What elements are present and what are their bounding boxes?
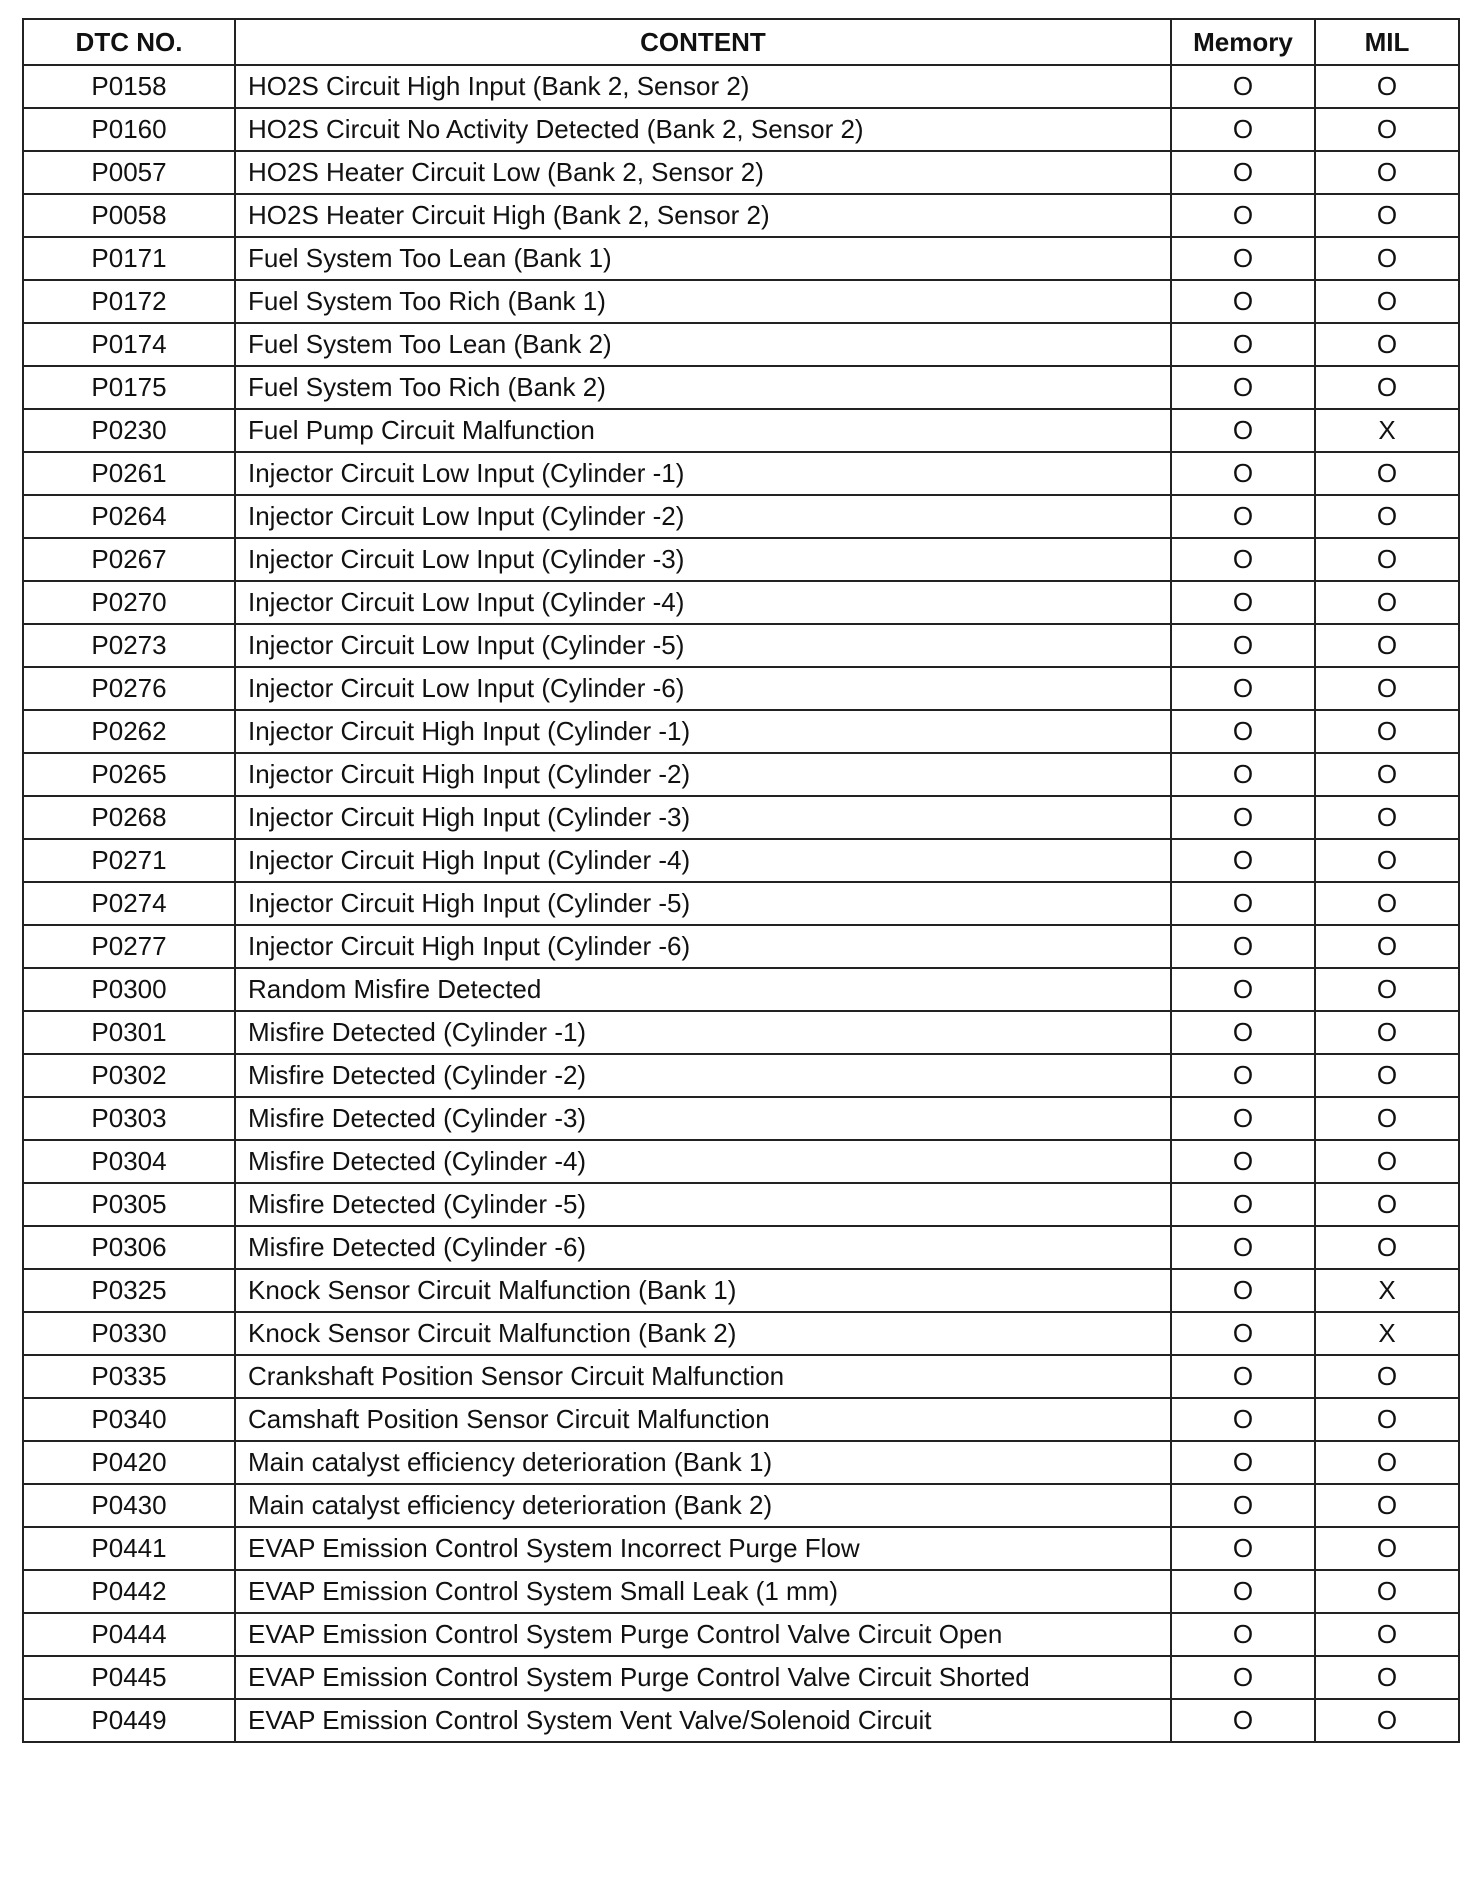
mil-cell: O <box>1315 1484 1459 1527</box>
memory-cell: O <box>1171 710 1315 753</box>
table-row <box>23 1441 1459 1484</box>
mil-cell: O <box>1315 710 1459 753</box>
content-cell: Injector Circuit High Input (Cylinder -3) <box>235 796 1171 839</box>
mil-cell: O <box>1315 581 1459 624</box>
dtc-code-cell: P0262 <box>23 710 235 753</box>
dtc-code-cell: P0444 <box>23 1613 235 1656</box>
memory-cell: O <box>1171 1441 1315 1484</box>
content-cell: Injector Circuit High Input (Cylinder -6) <box>235 925 1171 968</box>
dtc-code-cell: P0445 <box>23 1656 235 1699</box>
header-mil: MIL <box>1315 19 1459 65</box>
table-row <box>23 624 1459 667</box>
dtc-code-cell: P0330 <box>23 1312 235 1355</box>
table-row <box>23 1355 1459 1398</box>
mil-cell: O <box>1315 1011 1459 1054</box>
content-cell: Random Misfire Detected <box>235 968 1171 1011</box>
content-cell: Injector Circuit Low Input (Cylinder -1) <box>235 452 1171 495</box>
table-row <box>23 1699 1459 1742</box>
dtc-code-cell: P0441 <box>23 1527 235 1570</box>
mil-cell: O <box>1315 1656 1459 1699</box>
memory-cell: O <box>1171 1699 1315 1742</box>
memory-cell: O <box>1171 1269 1315 1312</box>
content-cell: Injector Circuit Low Input (Cylinder -4) <box>235 581 1171 624</box>
memory-cell: O <box>1171 796 1315 839</box>
dtc-code-cell: P0261 <box>23 452 235 495</box>
table-row <box>23 323 1459 366</box>
mil-cell: O <box>1315 1699 1459 1742</box>
memory-cell: O <box>1171 1570 1315 1613</box>
memory-cell: O <box>1171 452 1315 495</box>
mil-cell: O <box>1315 1527 1459 1570</box>
content-cell: Misfire Detected (Cylinder -4) <box>235 1140 1171 1183</box>
dtc-code-cell: P0175 <box>23 366 235 409</box>
table-row <box>23 151 1459 194</box>
memory-cell: O <box>1171 753 1315 796</box>
content-cell: Main catalyst efficiency deterioration (Bank 1) <box>235 1441 1171 1484</box>
mil-cell: X <box>1315 1312 1459 1355</box>
memory-cell: O <box>1171 151 1315 194</box>
content-cell: Knock Sensor Circuit Malfunction (Bank 2) <box>235 1312 1171 1355</box>
mil-cell: O <box>1315 1054 1459 1097</box>
mil-cell: O <box>1315 1140 1459 1183</box>
content-cell: HO2S Heater Circuit High (Bank 2, Sensor 2) <box>235 194 1171 237</box>
memory-cell: O <box>1171 1527 1315 1570</box>
memory-cell: O <box>1171 495 1315 538</box>
dtc-code-cell: P0276 <box>23 667 235 710</box>
mil-cell: O <box>1315 237 1459 280</box>
mil-cell: O <box>1315 1570 1459 1613</box>
content-cell: Fuel System Too Rich (Bank 2) <box>235 366 1171 409</box>
table-row <box>23 452 1459 495</box>
content-cell: Fuel Pump Circuit Malfunction <box>235 409 1171 452</box>
content-cell: Main catalyst efficiency deterioration (Bank 2) <box>235 1484 1171 1527</box>
table-row <box>23 1570 1459 1613</box>
dtc-code-cell: P0335 <box>23 1355 235 1398</box>
memory-cell: O <box>1171 1312 1315 1355</box>
memory-cell: O <box>1171 108 1315 151</box>
memory-cell: O <box>1171 366 1315 409</box>
dtc-code-cell: P0058 <box>23 194 235 237</box>
content-cell: Fuel System Too Lean (Bank 2) <box>235 323 1171 366</box>
content-cell: Knock Sensor Circuit Malfunction (Bank 1) <box>235 1269 1171 1312</box>
header-memory: Memory <box>1171 19 1315 65</box>
table-row <box>23 1312 1459 1355</box>
memory-cell: O <box>1171 1656 1315 1699</box>
dtc-code-cell: P0264 <box>23 495 235 538</box>
memory-cell: O <box>1171 1613 1315 1656</box>
mil-cell: O <box>1315 796 1459 839</box>
mil-cell: O <box>1315 452 1459 495</box>
dtc-code-cell: P0230 <box>23 409 235 452</box>
mil-cell: O <box>1315 882 1459 925</box>
dtc-code-cell: P0304 <box>23 1140 235 1183</box>
header-content: CONTENT <box>235 19 1171 65</box>
memory-cell: O <box>1171 882 1315 925</box>
table-row <box>23 1097 1459 1140</box>
table-row <box>23 1656 1459 1699</box>
memory-cell: O <box>1171 1140 1315 1183</box>
dtc-code-cell: P0267 <box>23 538 235 581</box>
content-cell: EVAP Emission Control System Purge Control Valve Circuit Open <box>235 1613 1171 1656</box>
content-cell: Injector Circuit Low Input (Cylinder -5) <box>235 624 1171 667</box>
dtc-code-cell: P0160 <box>23 108 235 151</box>
content-cell: Misfire Detected (Cylinder -2) <box>235 1054 1171 1097</box>
mil-cell: O <box>1315 839 1459 882</box>
content-cell: EVAP Emission Control System Vent Valve/Solenoid Circuit <box>235 1699 1171 1742</box>
table-row <box>23 108 1459 151</box>
mil-cell: O <box>1315 194 1459 237</box>
content-cell: Injector Circuit High Input (Cylinder -1) <box>235 710 1171 753</box>
table-row <box>23 882 1459 925</box>
content-cell: HO2S Circuit No Activity Detected (Bank 2, Sensor 2) <box>235 108 1171 151</box>
table-row <box>23 1613 1459 1656</box>
table-row <box>23 194 1459 237</box>
memory-cell: O <box>1171 538 1315 581</box>
table-row <box>23 366 1459 409</box>
content-cell: HO2S Circuit High Input (Bank 2, Sensor 2) <box>235 65 1171 108</box>
mil-cell: O <box>1315 65 1459 108</box>
dtc-code-cell: P0430 <box>23 1484 235 1527</box>
table-row <box>23 538 1459 581</box>
dtc-code-cell: P0442 <box>23 1570 235 1613</box>
mil-cell: O <box>1315 1355 1459 1398</box>
table-body <box>23 65 1459 1742</box>
memory-cell: O <box>1171 65 1315 108</box>
table-row <box>23 237 1459 280</box>
mil-cell: O <box>1315 280 1459 323</box>
table-row <box>23 710 1459 753</box>
mil-cell: O <box>1315 667 1459 710</box>
memory-cell: O <box>1171 1398 1315 1441</box>
dtc-code-cell: P0274 <box>23 882 235 925</box>
table-row <box>23 65 1459 108</box>
dtc-code-cell: P0340 <box>23 1398 235 1441</box>
dtc-code-cell: P0270 <box>23 581 235 624</box>
table-row <box>23 839 1459 882</box>
memory-cell: O <box>1171 624 1315 667</box>
content-cell: Camshaft Position Sensor Circuit Malfunction <box>235 1398 1171 1441</box>
content-cell: Injector Circuit Low Input (Cylinder -3) <box>235 538 1171 581</box>
table-row <box>23 796 1459 839</box>
mil-cell: O <box>1315 1398 1459 1441</box>
memory-cell: O <box>1171 839 1315 882</box>
content-cell: Misfire Detected (Cylinder -5) <box>235 1183 1171 1226</box>
content-cell: Misfire Detected (Cylinder -3) <box>235 1097 1171 1140</box>
content-cell: Misfire Detected (Cylinder -1) <box>235 1011 1171 1054</box>
content-cell: EVAP Emission Control System Incorrect Purge Flow <box>235 1527 1171 1570</box>
content-cell: Injector Circuit Low Input (Cylinder -6) <box>235 667 1171 710</box>
dtc-code-cell: P0268 <box>23 796 235 839</box>
dtc-code-cell: P0265 <box>23 753 235 796</box>
memory-cell: O <box>1171 280 1315 323</box>
dtc-code-cell: P0057 <box>23 151 235 194</box>
table-row <box>23 495 1459 538</box>
mil-cell: O <box>1315 925 1459 968</box>
mil-cell: O <box>1315 968 1459 1011</box>
dtc-code-cell: P0300 <box>23 968 235 1011</box>
mil-cell: O <box>1315 323 1459 366</box>
table-row <box>23 1226 1459 1269</box>
memory-cell: O <box>1171 581 1315 624</box>
table-row <box>23 1484 1459 1527</box>
content-cell: HO2S Heater Circuit Low (Bank 2, Sensor 2) <box>235 151 1171 194</box>
header-dtc-no: DTC NO. <box>23 19 235 65</box>
dtc-code-cell: P0420 <box>23 1441 235 1484</box>
content-cell: Fuel System Too Rich (Bank 1) <box>235 280 1171 323</box>
table-row <box>23 1054 1459 1097</box>
table-row <box>23 1269 1459 1312</box>
mil-cell: O <box>1315 753 1459 796</box>
table-row <box>23 1398 1459 1441</box>
dtc-code-cell: P0325 <box>23 1269 235 1312</box>
mil-cell: O <box>1315 151 1459 194</box>
dtc-code-cell: P0303 <box>23 1097 235 1140</box>
content-cell: Misfire Detected (Cylinder -6) <box>235 1226 1171 1269</box>
memory-cell: O <box>1171 323 1315 366</box>
dtc-table <box>22 18 1460 1743</box>
dtc-code-cell: P0306 <box>23 1226 235 1269</box>
mil-cell: O <box>1315 624 1459 667</box>
table-row <box>23 1527 1459 1570</box>
dtc-code-cell: P0271 <box>23 839 235 882</box>
content-cell: EVAP Emission Control System Purge Control Valve Circuit Shorted <box>235 1656 1171 1699</box>
table-row <box>23 667 1459 710</box>
content-cell: EVAP Emission Control System Small Leak (1 mm) <box>235 1570 1171 1613</box>
dtc-code-cell: P0158 <box>23 65 235 108</box>
memory-cell: O <box>1171 194 1315 237</box>
table-row <box>23 1011 1459 1054</box>
content-cell: Fuel System Too Lean (Bank 1) <box>235 237 1171 280</box>
memory-cell: O <box>1171 1484 1315 1527</box>
table-row <box>23 753 1459 796</box>
dtc-code-cell: P0172 <box>23 280 235 323</box>
table-row <box>23 1140 1459 1183</box>
table-row <box>23 409 1459 452</box>
content-cell: Injector Circuit High Input (Cylinder -4) <box>235 839 1171 882</box>
dtc-code-cell: P0171 <box>23 237 235 280</box>
memory-cell: O <box>1171 1097 1315 1140</box>
memory-cell: O <box>1171 1355 1315 1398</box>
content-cell: Injector Circuit Low Input (Cylinder -2) <box>235 495 1171 538</box>
mil-cell: X <box>1315 409 1459 452</box>
mil-cell: O <box>1315 108 1459 151</box>
table-row <box>23 925 1459 968</box>
memory-cell: O <box>1171 667 1315 710</box>
dtc-code-cell: P0305 <box>23 1183 235 1226</box>
memory-cell: O <box>1171 968 1315 1011</box>
dtc-code-cell: P0302 <box>23 1054 235 1097</box>
mil-cell: O <box>1315 366 1459 409</box>
table-row <box>23 280 1459 323</box>
mil-cell: O <box>1315 1097 1459 1140</box>
header-row <box>23 19 1459 65</box>
table-row <box>23 581 1459 624</box>
memory-cell: O <box>1171 237 1315 280</box>
dtc-code-cell: P0174 <box>23 323 235 366</box>
dtc-code-cell: P0277 <box>23 925 235 968</box>
memory-cell: O <box>1171 409 1315 452</box>
memory-cell: O <box>1171 925 1315 968</box>
table-row <box>23 968 1459 1011</box>
content-cell: Crankshaft Position Sensor Circuit Malfunction <box>235 1355 1171 1398</box>
content-cell: Injector Circuit High Input (Cylinder -5) <box>235 882 1171 925</box>
dtc-code-cell: P0449 <box>23 1699 235 1742</box>
mil-cell: O <box>1315 1613 1459 1656</box>
mil-cell: O <box>1315 538 1459 581</box>
dtc-code-cell: P0301 <box>23 1011 235 1054</box>
memory-cell: O <box>1171 1011 1315 1054</box>
mil-cell: O <box>1315 1441 1459 1484</box>
mil-cell: O <box>1315 1226 1459 1269</box>
dtc-code-cell: P0273 <box>23 624 235 667</box>
mil-cell: O <box>1315 495 1459 538</box>
content-cell: Injector Circuit High Input (Cylinder -2) <box>235 753 1171 796</box>
mil-cell: X <box>1315 1269 1459 1312</box>
memory-cell: O <box>1171 1054 1315 1097</box>
memory-cell: O <box>1171 1183 1315 1226</box>
table-row <box>23 1183 1459 1226</box>
mil-cell: O <box>1315 1183 1459 1226</box>
memory-cell: O <box>1171 1226 1315 1269</box>
